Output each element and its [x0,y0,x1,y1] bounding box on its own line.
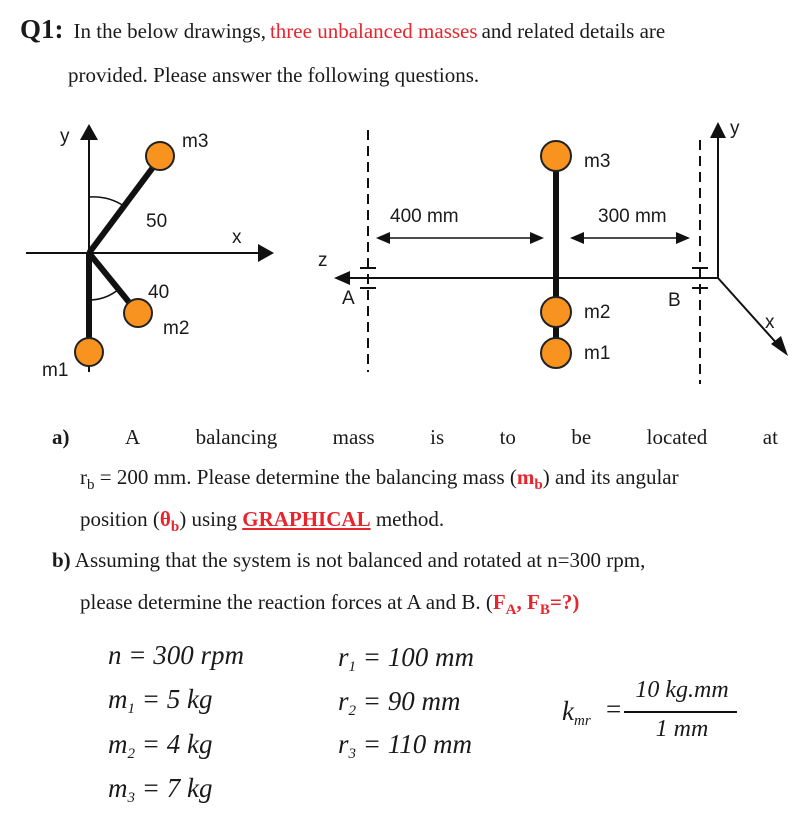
kmr-symbol [562,696,591,730]
angle-arc-40 [89,289,119,300]
part-a-line3 [80,507,444,536]
bearing-b-label: B [668,290,681,311]
mass-m1-left [75,338,103,366]
right-m2-label: m2 [584,302,611,323]
mb-symbol: m [516,465,535,489]
right-y-label: y [730,118,740,139]
m3-value: = 7 kg [135,773,213,803]
given-r2 [338,686,460,720]
fb-end: =?) [549,590,580,614]
fa-subscript: A [505,602,517,618]
part-b-label: b) [52,548,71,572]
left-y-label: y [60,126,70,147]
right-diagram [334,122,788,384]
intro-text: In the below drawings, [73,19,266,43]
mb-subscript: b [534,477,543,493]
part-a-method: method. [370,507,445,531]
theta-symbol: θ [159,507,171,531]
part-a-word: A [124,425,141,449]
m3-symbol: m [108,773,128,803]
y-axis-arrow-icon [80,124,98,140]
k-symbol: k [562,696,574,726]
bearing-a-label: A [342,288,355,309]
part-a-word: is [430,425,445,449]
theta-subscript: b [170,519,180,535]
r1-symbol: r [338,642,349,672]
part-a-word: located [646,425,708,449]
rb-symbol: r [80,465,87,489]
kmr-numerator: 10 kg.mm [635,677,729,703]
left-m2-label: m2 [163,318,190,339]
right-x-label: x [765,312,775,333]
question-number: Q1: [20,14,64,44]
given-r3 [338,729,472,763]
part-a-using: ) using [179,507,243,531]
rb-subscript: b [87,477,95,493]
part-a-text-end: ) and its angular [542,465,679,489]
given-m2 [108,729,212,763]
r3-subscript: 3 [348,746,357,762]
m1-symbol: m [108,684,128,714]
dimension-300: 300 mm [598,206,667,227]
kmr-fraction-bar [624,711,737,713]
x-axis-arrow-icon [258,244,274,262]
part-a-word: mass [332,425,375,449]
part-a-position: position ( [80,507,160,531]
part-b-line2 [80,590,579,619]
m2-value: = 4 kg [135,729,213,759]
given-n: n = 300 rpm [108,640,244,670]
part-a-word: at [762,425,778,449]
intro-text-end: and related details are [481,19,666,43]
arm-m3 [89,158,160,253]
fa-symbol: F [492,590,506,614]
mass-m3-right [541,141,571,171]
right-m3-label: m3 [584,151,611,172]
left-m3-label: m3 [182,131,209,152]
given-m1 [108,684,212,718]
fa-fb-comma: , [516,590,528,614]
z-axis-arrow-icon [334,271,350,285]
part-b-text2: please determine the reaction forces at A and B. ( [80,590,493,614]
part-a-line1 [52,425,778,450]
part-a-text: = 200 mm. Please determine the balancing mass ( [94,465,517,489]
intro-line2: provided. Please answer the following questions. [68,63,480,87]
r3-symbol: r [338,729,349,759]
graphical-keyword: GRAPHICAL [242,507,371,531]
left-angle-40: 40 [148,282,170,303]
k-subscript: mr [573,713,591,729]
r1-value: = 100 mm [362,642,474,672]
fb-subscript: B [539,602,550,618]
right-z-label: z [318,250,328,271]
angle-arc-50 [89,197,124,206]
kmr-denominator: 1 mm [655,716,709,742]
given-m3 [108,773,212,807]
m2-subscript: 2 [127,746,135,762]
given-r1 [338,642,474,676]
kmr-equals: = [606,694,622,724]
r1-subscript: 1 [348,659,357,675]
part-b-text: Assuming that the system is not balanced and rotated at n=300 rpm, [74,548,646,572]
part-a-word: be [571,425,592,449]
part-a-line2 [80,465,778,494]
m1-subscript: 1 [127,701,135,717]
mass-m2-right [541,297,571,327]
m1-value: = 5 kg [135,684,213,714]
fb-symbol: F [527,590,540,614]
part-a-label: a) [52,425,70,449]
r2-value: = 90 mm [362,686,461,716]
mass-m3-left [146,142,174,170]
intro-highlight: three unbalanced masses [269,19,478,43]
r3-value: = 110 mm [362,729,472,759]
dimension-400: 400 mm [390,206,459,227]
left-m1-label: m1 [42,360,69,381]
m2-symbol: m [108,729,128,759]
m3-subscript: 3 [127,790,135,806]
left-angle-50: 50 [146,211,168,232]
r2-subscript: 2 [348,703,357,719]
part-b-line1 [52,548,645,573]
part-a-word: to [499,425,516,449]
mass-m1-right [541,338,571,368]
r2-symbol: r [338,686,349,716]
left-x-label: x [232,227,242,248]
part-a-word: balancing [195,425,278,449]
right-m1-label: m1 [584,343,611,364]
y-axis-right-arrow-icon [710,122,726,138]
